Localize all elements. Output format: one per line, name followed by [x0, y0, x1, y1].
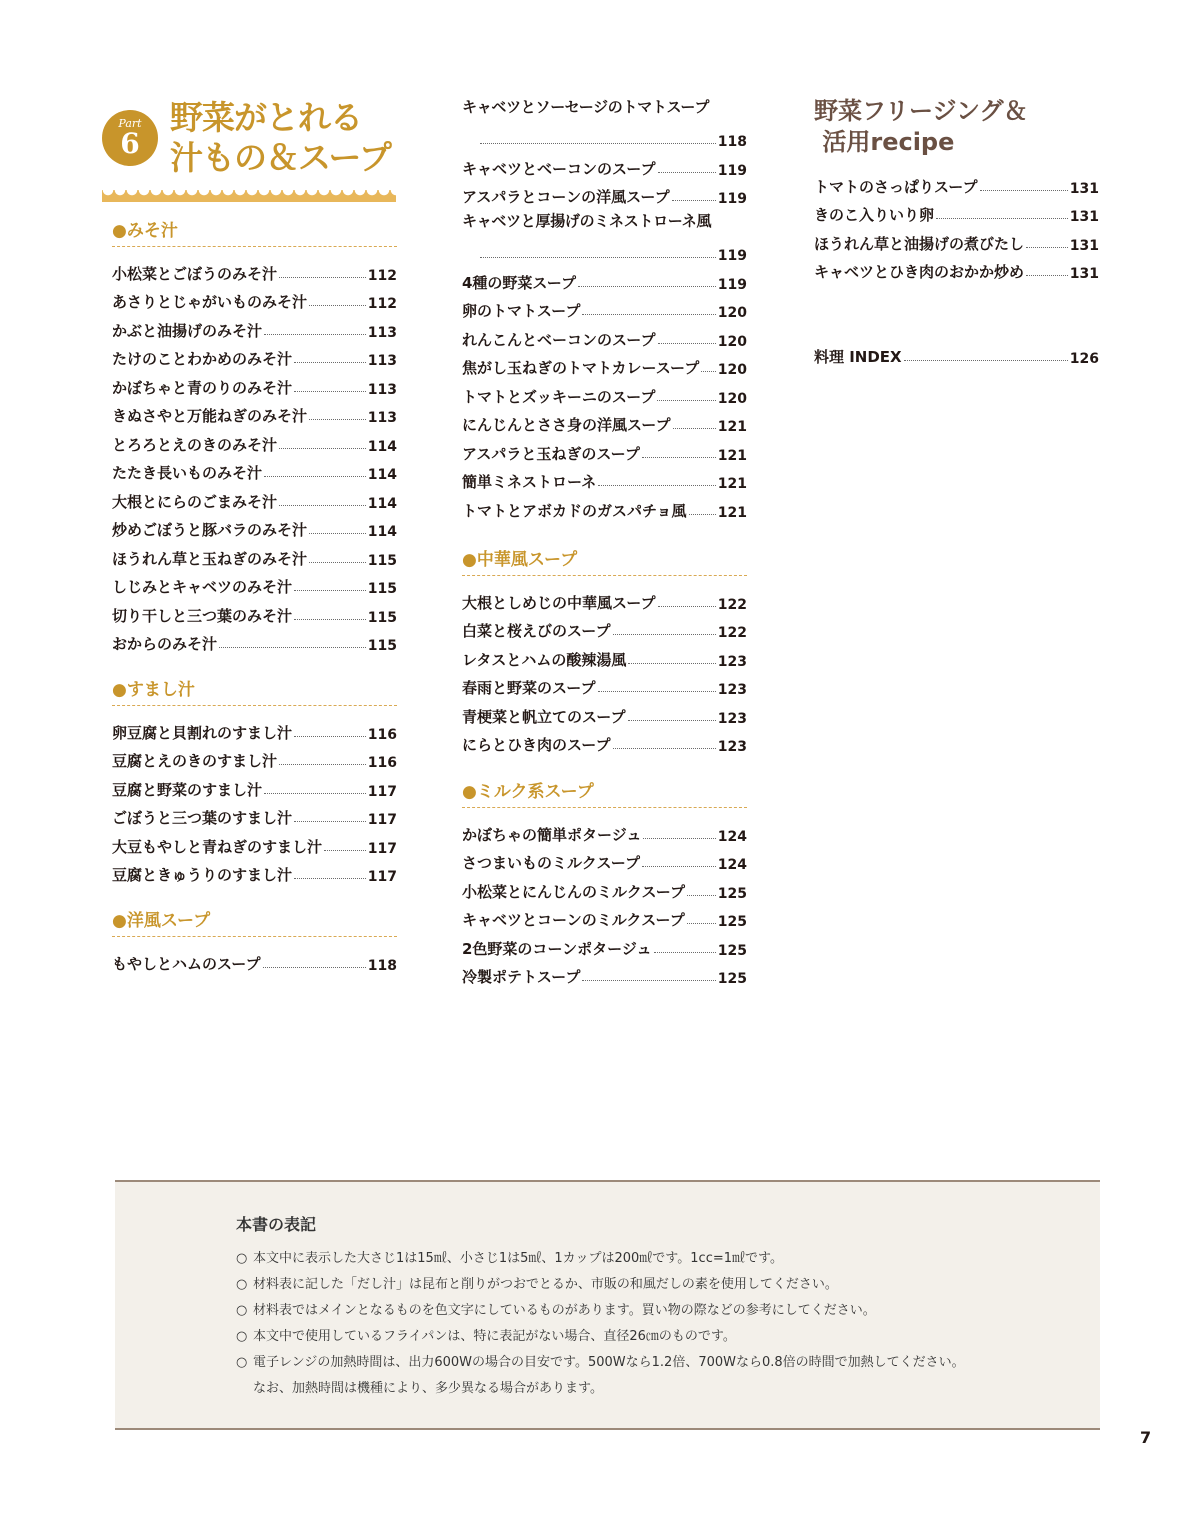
toc-entry[interactable] — [814, 197, 1099, 226]
dot-leader — [672, 200, 716, 201]
dot-leader — [1026, 275, 1068, 276]
entry-page: 114 — [367, 524, 397, 540]
entry-page: 113 — [367, 353, 397, 369]
dot-leader — [294, 619, 366, 620]
entry-page: 115 — [367, 581, 397, 597]
dot-leader — [294, 821, 366, 822]
entry-label: トマトのさっぱりスープ — [814, 177, 978, 196]
toc-entry[interactable] — [112, 398, 397, 427]
toc-entry[interactable] — [462, 321, 747, 350]
entry-page: 112 — [367, 267, 397, 284]
entry-label: 春雨と野菜のスープ — [462, 679, 596, 697]
dot-leader — [294, 391, 366, 392]
entry-page: 121 — [717, 419, 747, 435]
entry-page: 120 — [717, 305, 747, 321]
entry-page: 125 — [717, 914, 747, 930]
toc-entry[interactable] — [462, 873, 747, 902]
toc-entry[interactable] — [462, 641, 747, 670]
circle-bullet-icon: ○ — [236, 1277, 248, 1292]
entry-label: 小松菜とごぼうのみそ汁 — [112, 264, 278, 283]
toc-entry[interactable] — [112, 771, 397, 800]
part-label: Part — [118, 117, 142, 130]
entry-page: 126 — [1069, 350, 1099, 367]
entry-label: 大豆もやしと青ねぎのすまし汁 — [112, 837, 323, 856]
entry-page: 123 — [717, 739, 747, 755]
dot-leader — [642, 457, 716, 458]
entry-label: ほうれん草と玉ねぎのみそ汁 — [112, 549, 308, 568]
entry-page: 131 — [1069, 180, 1099, 197]
entry-label: ごぼうと三つ葉のすまし汁 — [112, 809, 293, 827]
entry-page: 117 — [367, 840, 397, 857]
entry-label: 大根としめじの中華風スープ — [462, 593, 656, 612]
entry-page: 121 — [717, 447, 747, 464]
entry-label: アスパラと玉ねぎのスープ — [462, 444, 640, 463]
entry-page: 122 — [717, 625, 747, 641]
dot-leader — [264, 793, 366, 794]
entry-page: 120 — [717, 390, 747, 407]
dot-leader — [658, 606, 716, 607]
entry-page: 121 — [717, 504, 747, 521]
entry-page: 119 — [717, 162, 747, 179]
toc-entry[interactable] — [112, 483, 397, 512]
entry-label: たけのことわかめのみそ汁 — [112, 350, 293, 368]
entry-label: 2色野菜のコーンポタージュ — [462, 939, 652, 958]
entry-page: 124 — [717, 857, 747, 873]
toc-entry[interactable] — [112, 540, 397, 569]
section-heading: ●みそ汁 — [112, 216, 397, 247]
toc-entry[interactable] — [112, 312, 397, 341]
dot-leader — [309, 562, 366, 563]
dot-leader — [904, 360, 1068, 361]
entry-label: 豆腐と野菜のすまし汁 — [112, 780, 263, 799]
entry-label: ほうれん草と油揚げの煮びたし — [814, 234, 1025, 253]
section-index — [814, 338, 1099, 367]
circle-bullet-icon: ○ — [236, 1303, 248, 1318]
entry-label: キャベツと厚揚げのミネストローネ風 — [462, 212, 712, 230]
toc-entry[interactable] — [112, 828, 397, 857]
entry-label: 卵のトマトスープ — [462, 302, 581, 320]
dot-leader — [598, 691, 716, 692]
entry-label: 冷製ポテトスープ — [462, 968, 581, 986]
dot-leader — [654, 952, 716, 953]
section-miso — [112, 216, 397, 654]
scallop-divider — [102, 190, 396, 202]
entry-page: 117 — [367, 812, 397, 828]
toc-entry[interactable] — [462, 492, 747, 521]
entry-label: 豆腐とえのきのすまし汁 — [112, 752, 278, 770]
dot-leader — [309, 305, 366, 306]
dot-leader — [263, 967, 366, 968]
entry-label: 卵豆腐と貝割れのすまし汁 — [112, 723, 293, 742]
toc-entry[interactable] — [112, 426, 397, 455]
toc-entry[interactable] — [462, 902, 747, 931]
section-chinese — [462, 545, 747, 755]
dot-leader — [1026, 247, 1068, 248]
entry-page: 119 — [717, 248, 747, 264]
toc-entry[interactable] — [112, 714, 397, 743]
entry-label: とろろとえのきのみそ汁 — [112, 435, 278, 454]
entry-page: 119 — [717, 276, 747, 293]
entry-label: キャベツとひき肉のおかか炒め — [814, 263, 1025, 281]
dot-leader — [582, 314, 715, 315]
toc-entry[interactable] — [462, 150, 747, 179]
toc-entry[interactable] — [462, 93, 747, 150]
dot-leader — [701, 371, 715, 372]
freezing-title: 野菜フリージング＆ 活用recipe — [814, 97, 1028, 156]
entry-page: 115 — [367, 552, 397, 569]
note-item: ○ 材料表に記した「だし汁」は昆布と削りがつおでとるか、市販の和風だしの素を使用してください。 — [236, 1272, 965, 1298]
entry-label: トマトとアボカドのガスパチョ風 — [462, 501, 687, 520]
note-item: ○ 電子レンジの加熱時間は、出力600Wの場合の目安です。500Wなら1.2倍、700Wなら0.8倍の時間で加熱してください。 — [236, 1350, 965, 1376]
toc-entry[interactable] — [112, 284, 397, 313]
entry-page: 116 — [367, 726, 397, 743]
dot-leader — [219, 647, 366, 648]
section-freezing — [814, 168, 1099, 282]
section-western — [112, 906, 397, 974]
dot-leader — [643, 838, 715, 839]
entry-page: 121 — [717, 476, 747, 492]
toc-entry[interactable] — [112, 743, 397, 772]
entry-label: 青梗菜と帆立てのスープ — [462, 707, 626, 726]
toc-entry[interactable] — [462, 464, 747, 493]
toc-entry[interactable] — [112, 945, 397, 974]
entry-page: 113 — [367, 324, 397, 341]
dot-leader — [480, 143, 716, 144]
note-item: ○ 材料表ではメインとなるものを色文字にしているものがあります。買い物の際などの参考にしてください。 — [236, 1298, 965, 1324]
toc-entry[interactable] — [814, 254, 1099, 283]
entry-label: きのこ入りいり卵 — [814, 206, 935, 224]
toc-entry[interactable] — [112, 341, 397, 370]
notes-title: 本書の表記 — [236, 1215, 317, 1234]
dot-leader — [264, 334, 366, 335]
toc-entry[interactable] — [462, 959, 747, 988]
part-number: 6 — [120, 127, 140, 160]
toc-entry[interactable] — [462, 584, 747, 613]
dot-leader — [613, 634, 716, 635]
entry-label: かぼちゃの簡単ポタージュ — [462, 825, 642, 844]
section-heading: ●洋風スープ — [112, 906, 397, 937]
toc-entry[interactable] — [112, 569, 397, 598]
entry-page: 131 — [1069, 209, 1099, 225]
entry-label: にらとひき肉のスープ — [462, 736, 611, 754]
note-item: ○ 本文中で使用しているフライパンは、特に表記がない場合、直径26㎝のものです。 — [236, 1324, 965, 1350]
entry-label: 白菜と桜えびのスープ — [462, 622, 611, 640]
entry-label: もやしとハムのスープ — [112, 954, 261, 973]
entry-page: 125 — [717, 885, 747, 902]
part-badge — [102, 110, 158, 166]
toc-entry[interactable] — [462, 698, 747, 727]
toc-entry[interactable] — [462, 727, 747, 756]
dot-leader — [279, 505, 366, 506]
toc-entry[interactable] — [112, 626, 397, 655]
entry-label: 切り干しと三つ葉のみそ汁 — [112, 606, 293, 625]
entry-page: 118 — [367, 957, 397, 974]
circle-bullet-icon: ○ — [236, 1355, 248, 1370]
circle-bullet-icon: ○ — [236, 1329, 248, 1344]
toc-entry[interactable] — [112, 255, 397, 284]
dot-leader — [294, 736, 366, 737]
toc-entry[interactable] — [462, 264, 747, 293]
entry-label: たたき長いものみそ汁 — [112, 464, 263, 482]
toc-entry[interactable] — [814, 168, 1099, 197]
section-sumashi — [112, 675, 397, 885]
section-heading: ●ミルク系スープ — [462, 777, 747, 808]
dot-leader — [578, 286, 716, 287]
section-heading: ●中華風スープ — [462, 545, 747, 576]
dot-leader — [687, 923, 716, 924]
dot-leader — [582, 980, 715, 981]
entry-label: れんこんとベーコンのスープ — [462, 330, 656, 349]
entry-page: 131 — [1069, 266, 1099, 282]
section-western-continued — [462, 93, 747, 521]
circle-bullet-icon: ○ — [236, 1251, 248, 1266]
dot-leader — [324, 850, 366, 851]
entry-label: 小松菜とにんじんのミルクスープ — [462, 882, 686, 901]
entry-label: さつまいものミルクスープ — [462, 854, 641, 872]
entry-page: 113 — [367, 381, 397, 398]
dot-leader — [613, 748, 716, 749]
entry-page: 120 — [717, 333, 747, 350]
entry-label: トマトとズッキーニのスープ — [462, 387, 656, 406]
entry-label: 4種の野菜スープ — [462, 273, 576, 292]
toc-entry[interactable] — [462, 816, 747, 845]
entry-page: 113 — [367, 410, 397, 426]
toc-entry[interactable] — [462, 179, 747, 208]
dot-leader — [936, 218, 1068, 219]
dot-leader — [309, 533, 366, 534]
part-header — [102, 98, 402, 208]
entry-page: 115 — [367, 609, 397, 626]
dot-leader — [658, 172, 716, 173]
note-item: ○ 本文中に表示した大さじ1は15㎖、小さじ1は5㎖、1カップは200㎖です。1cc=1㎖です。 — [236, 1246, 965, 1272]
entry-page: 124 — [717, 828, 747, 845]
entry-label: しじみとキャベツのみそ汁 — [112, 578, 293, 596]
entry-label: 簡単ミネストローネ — [462, 473, 597, 491]
entry-page: 115 — [367, 638, 397, 654]
dot-leader — [980, 190, 1068, 191]
dot-leader — [294, 362, 366, 363]
toc-entry[interactable] — [112, 597, 397, 626]
toc-entry[interactable] — [462, 435, 747, 464]
entry-page: 112 — [367, 296, 397, 312]
entry-label: きぬさやと万能ねぎのみそ汁 — [112, 407, 308, 425]
entry-page: 123 — [717, 682, 747, 698]
dot-leader — [628, 720, 716, 721]
entry-page: 125 — [717, 942, 747, 959]
entry-label: かぼちゃと青のりのみそ汁 — [112, 378, 293, 397]
dot-leader — [687, 895, 716, 896]
entry-page: 125 — [717, 971, 747, 987]
entry-page: 118 — [717, 134, 747, 150]
entry-page: 117 — [367, 783, 397, 800]
toc-entry[interactable] — [462, 670, 747, 699]
page-number: 7 — [1140, 1428, 1152, 1447]
entry-page: 123 — [717, 653, 747, 670]
toc-entry[interactable] — [112, 857, 397, 886]
entry-label: 大根とにらのごまみそ汁 — [112, 492, 278, 511]
part-title: 野菜がとれる 汁もの＆スープ — [170, 98, 391, 177]
entry-page: 123 — [717, 710, 747, 727]
entry-label: 焦がし玉ねぎのトマトカレースープ — [462, 359, 700, 377]
toc-entry[interactable] — [112, 512, 397, 541]
dot-leader — [598, 485, 716, 486]
entry-label: おからのみそ汁 — [112, 635, 218, 653]
entry-page: 114 — [367, 467, 397, 483]
entry-label: にんじんとささ身の洋風スープ — [462, 416, 671, 434]
entry-label: あさりとじゃがいものみそ汁 — [112, 293, 308, 311]
dot-leader — [658, 343, 716, 344]
toc-entry[interactable] — [462, 930, 747, 959]
entry-page: 114 — [367, 438, 397, 455]
section-milk — [462, 777, 747, 987]
dot-leader — [480, 257, 716, 258]
toc-entry[interactable] — [462, 407, 747, 436]
dot-leader — [264, 476, 366, 477]
notation-notes-box — [115, 1180, 1100, 1430]
entry-label: キャベツとコーンのミルクスープ — [462, 911, 685, 929]
toc-entry[interactable] — [462, 845, 747, 874]
entry-leader-row — [462, 236, 747, 265]
toc-entry[interactable] — [462, 207, 747, 264]
entry-page: 116 — [367, 755, 397, 771]
toc-entry[interactable] — [112, 369, 397, 398]
toc-entry[interactable] — [112, 800, 397, 829]
entry-page: 122 — [717, 596, 747, 613]
entry-label: 料理 INDEX — [814, 347, 902, 366]
toc-entry-index[interactable] — [814, 338, 1099, 367]
entry-label: レタスとハムの酸辣湯風 — [462, 650, 627, 669]
entry-page: 117 — [367, 869, 397, 885]
toc-entry[interactable] — [814, 225, 1099, 254]
section-heading: ●すまし汁 — [112, 675, 397, 706]
entry-label: キャベツとベーコンのスープ — [462, 159, 656, 178]
toc-entry[interactable] — [462, 293, 747, 322]
entry-label: 豆腐ときゅうりのすまし汁 — [112, 866, 293, 884]
entry-label: キャベツとソーセージのトマトスープ — [462, 98, 710, 116]
entry-page: 119 — [717, 191, 747, 207]
dot-leader — [279, 448, 366, 449]
dot-leader — [279, 277, 366, 278]
entry-label: 炒めごぼうと豚バラのみそ汁 — [112, 521, 308, 539]
entry-label: アスパラとコーンの洋風スープ — [462, 188, 670, 206]
dot-leader — [309, 419, 366, 420]
toc-entry[interactable] — [112, 455, 397, 484]
toc-entry[interactable] — [462, 378, 747, 407]
dot-leader — [294, 590, 366, 591]
dot-leader — [673, 428, 716, 429]
entry-page: 131 — [1069, 237, 1099, 254]
entry-leader-row — [462, 122, 747, 151]
dot-leader — [657, 400, 715, 401]
dot-leader — [279, 764, 366, 765]
toc-entry[interactable] — [462, 350, 747, 379]
entry-label: かぶと油揚げのみそ汁 — [112, 321, 263, 340]
entry-page: 114 — [367, 495, 397, 512]
dot-leader — [689, 514, 716, 515]
dot-leader — [628, 663, 715, 664]
note-continuation: なお、加熱時間は機種により、多少異なる場合があります。 — [253, 1381, 603, 1396]
notes-list — [236, 1246, 965, 1402]
toc-entry[interactable] — [462, 613, 747, 642]
dot-leader — [294, 878, 366, 879]
entry-page: 120 — [717, 362, 747, 378]
dot-leader — [642, 866, 716, 867]
